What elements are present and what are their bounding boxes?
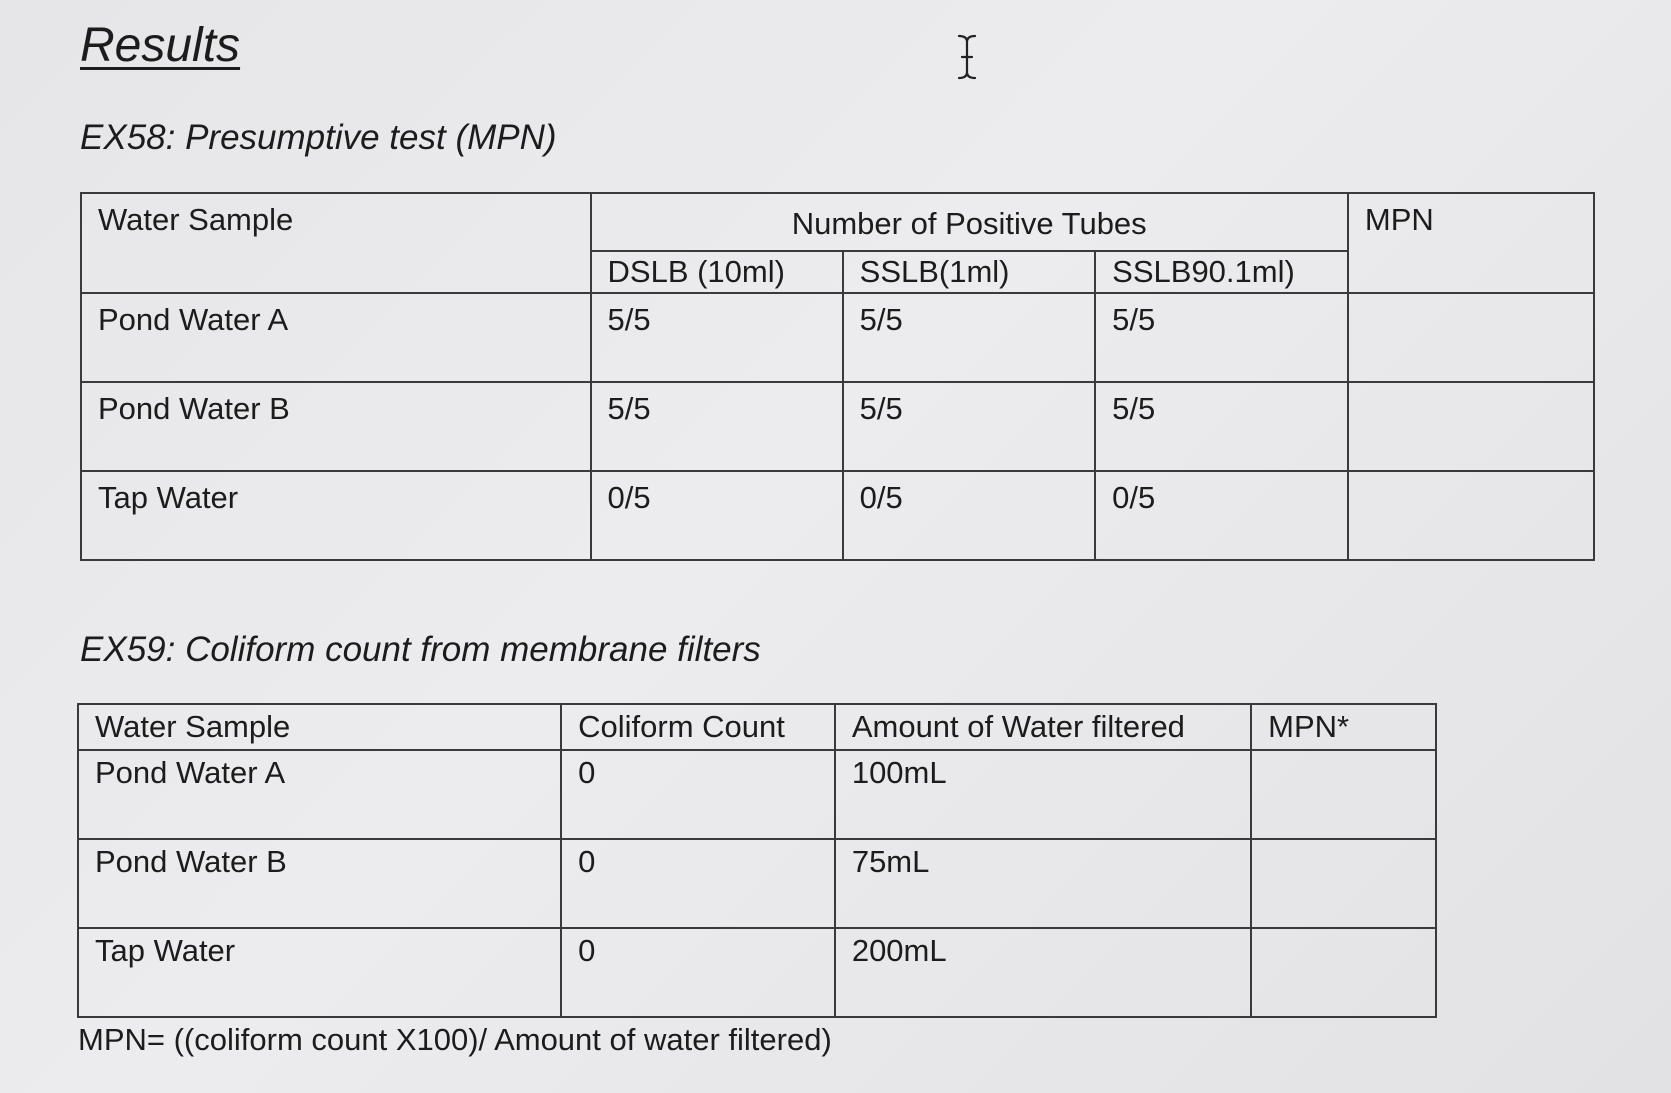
presumptive-test-table: [80, 192, 1595, 561]
cell-sslb-2: 5/5: [1095, 293, 1348, 382]
cell-mpn[interactable]: [1348, 293, 1594, 382]
cell-sslb-1: 5/5: [843, 382, 1096, 471]
cell-sslb-2: 0/5: [1095, 471, 1348, 560]
cell-mpn[interactable]: [1348, 382, 1594, 471]
cell-coliform-count: 0: [561, 750, 835, 839]
header-mpn: MPN*: [1251, 704, 1436, 750]
cell-mpn[interactable]: [1348, 471, 1594, 560]
header-water-sample: Water Sample: [78, 704, 561, 750]
cell-sample: Tap Water: [81, 471, 591, 560]
table-header-row: [78, 704, 1436, 750]
header-sslb-0-1ml: SSLB90.1ml): [1095, 251, 1348, 293]
table-header-row: [81, 193, 1594, 251]
header-amount-filtered: Amount of Water filtered: [835, 704, 1251, 750]
cell-sslb-1: 5/5: [843, 293, 1096, 382]
table-row: [81, 382, 1594, 471]
cell-amount-filtered: 100mL: [835, 750, 1251, 839]
table-row: [78, 750, 1436, 839]
table-row: [81, 471, 1594, 560]
header-water-sample: Water Sample: [81, 193, 591, 293]
ex58-title: EX58: Presumptive test (MPN): [80, 118, 557, 157]
header-sslb-1ml: SSLB(1ml): [843, 251, 1096, 293]
cell-dslb: 0/5: [591, 471, 843, 560]
cell-sslb-2: 5/5: [1095, 382, 1348, 471]
ex59-title: EX59: Coliform count from membrane filters: [80, 630, 761, 669]
results-heading: Results: [80, 19, 241, 72]
cell-mpn[interactable]: [1251, 928, 1436, 1017]
cell-sslb-1: 0/5: [843, 471, 1096, 560]
table-row: [78, 839, 1436, 928]
coliform-count-table: [77, 703, 1437, 1018]
cell-sample: Pond Water A: [81, 293, 591, 382]
cell-dslb: 5/5: [591, 293, 843, 382]
text-cursor-icon: [955, 34, 979, 80]
header-positive-tubes: Number of Positive Tubes: [591, 193, 1348, 251]
cell-mpn[interactable]: [1251, 839, 1436, 928]
table-row: [81, 293, 1594, 382]
cell-sample: Pond Water B: [81, 382, 591, 471]
table-row: [78, 928, 1436, 1017]
header-coliform-count: Coliform Count: [561, 704, 835, 750]
cell-sample: Pond Water B: [78, 839, 561, 928]
cell-amount-filtered: 200mL: [835, 928, 1251, 1017]
cell-sample: Tap Water: [78, 928, 561, 1017]
cell-coliform-count: 0: [561, 928, 835, 1017]
cell-dslb: 5/5: [591, 382, 843, 471]
header-dslb-10ml: DSLB (10ml): [591, 251, 843, 293]
mpn-formula: MPN= ((coliform count X100)/ Amount of water filtered): [78, 1022, 832, 1057]
header-mpn: MPN: [1348, 193, 1594, 293]
cell-sample: Pond Water A: [78, 750, 561, 839]
cell-amount-filtered: 75mL: [835, 839, 1251, 928]
cell-coliform-count: 0: [561, 839, 835, 928]
cell-mpn[interactable]: [1251, 750, 1436, 839]
